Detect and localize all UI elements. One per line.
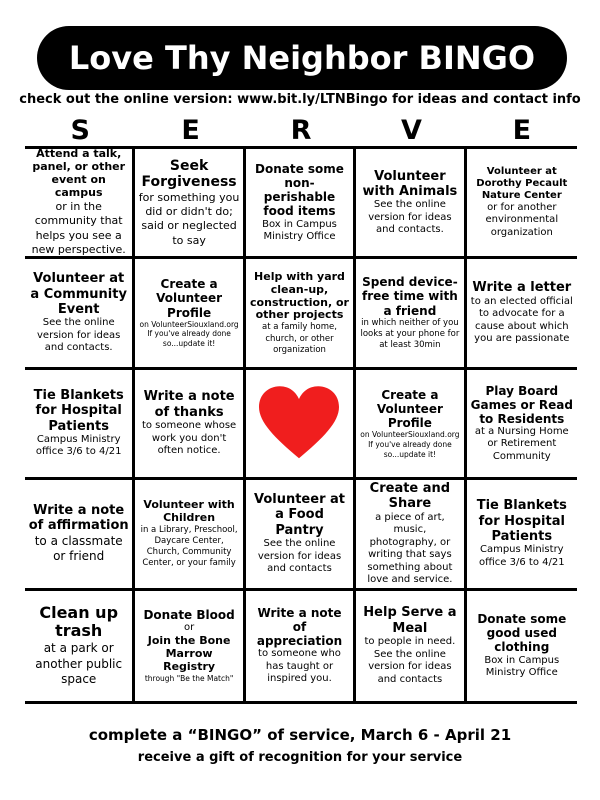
cell-title: Play Board Games or Read to Residents: [470, 383, 573, 426]
footer-reward: receive a gift of recognition for your service: [137, 750, 463, 765]
bingo-cell: [356, 591, 466, 701]
cell-desc: at a park or another public space: [35, 641, 123, 687]
cell-title: Volunteer with Children: [143, 497, 235, 524]
cell-desc: Box in Campus Ministry Office: [484, 654, 560, 679]
cell-title: Write a note of appreciation: [256, 605, 343, 649]
cell-desc: Campus Ministry office 3/6 to 4/21: [479, 544, 565, 568]
cell-desc: to an elected official to advocate for a cause about which you are passionate: [470, 295, 573, 345]
bingo-cell: [246, 591, 356, 701]
bingo-cell: [246, 480, 356, 590]
cell-desc: at a Nursing Home or Retirement Community: [474, 425, 569, 462]
cell-desc: or for another environmental organization: [485, 201, 559, 238]
cell-desc: in a Library, Preschool, Daycare Center, Church, Community Center, or your family: [140, 524, 238, 568]
cell-desc: for something you did or didn't do; said or neglected to say: [138, 190, 240, 247]
cell-desc: See the online version for ideas and contacts: [257, 538, 342, 575]
cell-title: Donate some good used clothing: [477, 612, 567, 655]
column-letter: E: [512, 115, 532, 146]
column-letter: V: [400, 115, 422, 146]
cell-desc: See the online version for ideas and contacts.: [37, 317, 121, 354]
cell-title: Volunteer at a Food Pantry: [253, 492, 345, 538]
bingo-cell: [135, 591, 245, 701]
cell-title: Help Serve a Meal: [363, 605, 457, 636]
cell-title: Donate some non-perishable food items: [255, 161, 344, 219]
bingo-cell: [25, 370, 135, 480]
bingo-cell: [135, 259, 245, 369]
bingo-cell: [356, 480, 466, 590]
bingo-cell: [356, 370, 466, 480]
bingo-cell: [246, 259, 356, 369]
cell-title: Tie Blankets for Hospital Patients: [33, 388, 124, 434]
cell-title: Write a note of affirmation: [28, 502, 129, 534]
bingo-cell: [356, 149, 466, 259]
cell-title: Spend device-free time with a friend: [362, 275, 458, 318]
cell-title: Donate Blood: [143, 608, 235, 623]
cell-desc: on VolunteerSiouxland.org If you've already done so...update it!: [139, 319, 239, 349]
bingo-cell: [135, 149, 245, 259]
cell-title: Attend a talk, panel, or other event on campus: [32, 149, 126, 200]
cell-title: Write a note of thanks: [143, 389, 235, 420]
cell-desc: to someone whose work you don't often notice.: [141, 420, 237, 457]
heart-icon: [259, 386, 339, 460]
bingo-cell: [467, 370, 577, 480]
cell-title: Write a letter: [472, 280, 572, 296]
bingo-board: [25, 146, 577, 704]
column-letters: [25, 115, 577, 147]
bingo-cell: [25, 591, 135, 701]
bingo-cell: [25, 259, 135, 369]
subtitle: check out the online version: www.bit.ly/LTNBingo for ideas and contact info: [19, 92, 581, 107]
column-letter: S: [70, 115, 90, 146]
cell-desc: to someone who has taught or inspired you.: [258, 648, 341, 685]
cell-desc: to a classmate or friend: [34, 533, 123, 564]
column-letter: R: [290, 115, 312, 146]
bingo-cell: [467, 591, 577, 701]
cell-desc-secondary: through "Be the Match": [144, 673, 234, 683]
bingo-cell: [135, 370, 245, 480]
bingo-cell: [467, 149, 577, 259]
cell-title: Help with yard clean-up, construction, or other projects: [250, 269, 349, 322]
column-letter: E: [181, 115, 200, 146]
bingo-cell: [246, 149, 356, 259]
bingo-cell: [135, 480, 245, 590]
bingo-cell: [467, 480, 577, 590]
cell-desc: Box in Campus Ministry Office: [262, 218, 337, 242]
cell-title-secondary: Join the Bone Marrow Registry: [147, 633, 231, 673]
cell-title: Create a Volunteer Profile: [376, 387, 443, 430]
cell-desc: a piece of art, music, photography, or writing that says something about love and service.: [367, 511, 453, 586]
cell-desc: at a family home, church, or other organization: [262, 322, 337, 355]
cell-desc: in which neither of you looks at your phone for at least 30min: [360, 317, 460, 350]
cell-desc: on VolunteerSiouxland.org If you've already done so...update it!: [360, 430, 460, 459]
free-space: [246, 370, 356, 480]
cell-title: Clean up trash: [39, 602, 119, 641]
footer-instruction: complete a “BINGO” of service, March 6 - April 21: [88, 726, 512, 744]
cell-title: Volunteer at a Community Event: [30, 271, 127, 317]
cell-title: Seek Forgiveness: [141, 157, 237, 191]
cell-title: Create and Share: [369, 481, 451, 512]
cell-title: Tie Blankets for Hospital Patients: [476, 498, 567, 545]
cell-title: Create a Volunteer Profile: [156, 277, 223, 320]
cell-desc: or: [183, 622, 195, 634]
cell-desc: Campus Ministry office 3/6 to 4/21: [35, 433, 122, 458]
title-banner: [37, 26, 567, 90]
cell-title: Volunteer with Animals: [362, 168, 458, 199]
bingo-cell: [356, 259, 466, 369]
cell-desc: See the online version for ideas and contacts.: [368, 199, 452, 236]
bingo-cell: [25, 149, 135, 259]
cell-desc: to people in need. See the online version for ideas and contacts: [364, 636, 456, 685]
page-title: Love Thy Neighbor BINGO: [68, 39, 536, 77]
bingo-cell: [467, 259, 577, 369]
bingo-cell: [25, 480, 135, 590]
cell-desc: or in the community that helps you see a new perspective.: [31, 200, 126, 256]
cell-title: Volunteer at Dorothy Pecault Nature Center: [476, 166, 568, 201]
